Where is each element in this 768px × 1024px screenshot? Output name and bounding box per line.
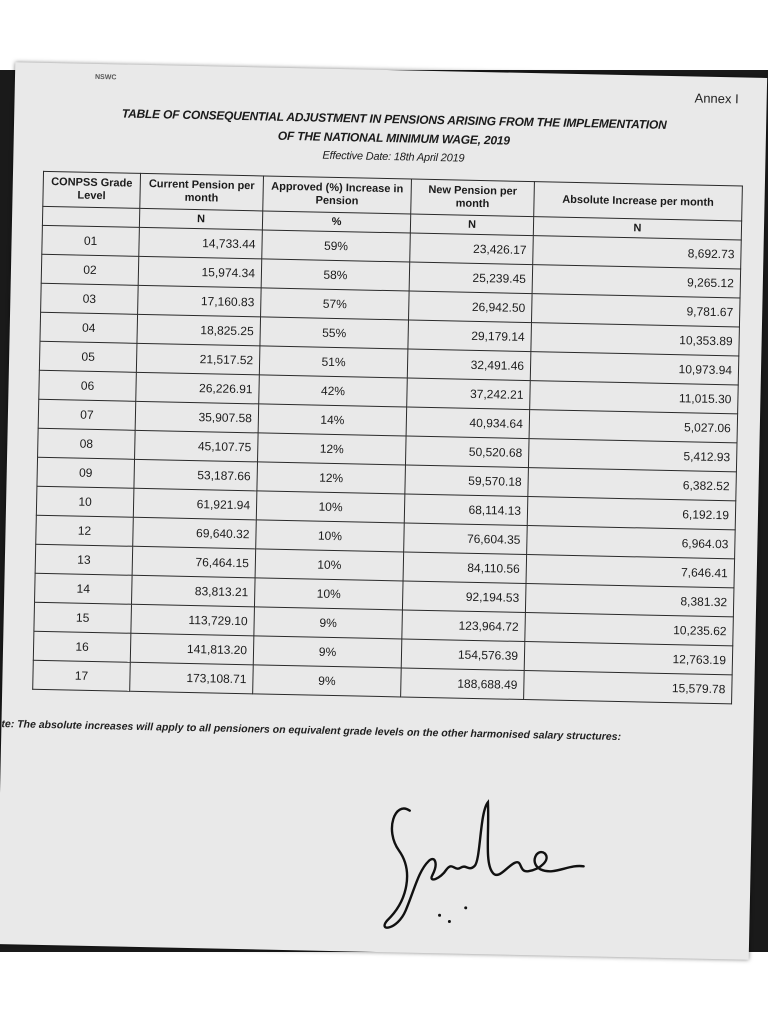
cell-new: 59,570.18 bbox=[405, 465, 529, 497]
header-grade: CONPSS Grade Level bbox=[43, 171, 141, 208]
cell-grade: 16 bbox=[33, 631, 131, 662]
cell-abs: 6,192.19 bbox=[527, 497, 736, 530]
cell-pct: 10% bbox=[255, 549, 404, 581]
table-body bbox=[33, 225, 742, 704]
document-title bbox=[53, 103, 734, 174]
cell-pct: 12% bbox=[257, 462, 406, 494]
cell-current: 26,226.91 bbox=[136, 372, 260, 404]
cell-new: 84,110.56 bbox=[403, 552, 527, 584]
cell-new: 40,934.64 bbox=[406, 407, 530, 439]
cell-current: 21,517.52 bbox=[136, 343, 260, 375]
header-new: New Pension per month bbox=[411, 179, 535, 217]
cell-new: 154,576.39 bbox=[401, 639, 525, 671]
unit-new: N bbox=[410, 214, 533, 236]
cell-grade: 08 bbox=[38, 428, 136, 459]
cell-current: 113,729.10 bbox=[131, 604, 255, 636]
cell-current: 83,813.21 bbox=[131, 575, 255, 607]
cell-pct: 12% bbox=[258, 433, 407, 465]
unit-current: N bbox=[139, 208, 262, 230]
cell-new: 92,194.53 bbox=[402, 581, 526, 613]
cell-abs: 8,692.73 bbox=[533, 236, 742, 269]
cell-pct: 14% bbox=[258, 404, 407, 436]
cell-current: 141,813.20 bbox=[130, 633, 254, 665]
cell-abs: 15,579.78 bbox=[524, 671, 733, 704]
cell-new: 29,179.14 bbox=[408, 320, 532, 352]
cell-pct: 55% bbox=[260, 317, 409, 349]
cell-pct: 42% bbox=[259, 375, 408, 407]
cell-new: 32,491.46 bbox=[407, 349, 531, 381]
cell-current: 14,733.44 bbox=[139, 227, 263, 259]
header-mark: NSWC bbox=[94, 73, 117, 82]
cell-new: 50,520.68 bbox=[405, 436, 529, 468]
cell-abs: 10,353.89 bbox=[531, 323, 740, 356]
cell-pct: 58% bbox=[261, 259, 410, 291]
cell-abs: 9,781.67 bbox=[531, 294, 740, 327]
cell-current: 69,640.32 bbox=[133, 517, 257, 549]
cell-grade: 04 bbox=[40, 312, 138, 343]
cell-current: 18,825.25 bbox=[137, 314, 261, 346]
cell-pct: 51% bbox=[259, 346, 408, 378]
cell-pct: 9% bbox=[253, 636, 402, 668]
cell-grade: 15 bbox=[34, 602, 132, 633]
cell-current: 17,160.83 bbox=[138, 285, 262, 317]
cell-grade: 06 bbox=[39, 370, 137, 401]
cell-abs: 9,265.12 bbox=[532, 265, 741, 298]
cell-abs: 10,235.62 bbox=[525, 613, 734, 646]
cell-grade: 10 bbox=[36, 486, 134, 517]
cell-grade: 14 bbox=[35, 573, 133, 604]
cell-pct: 59% bbox=[262, 230, 411, 262]
cell-new: 37,242.21 bbox=[407, 378, 531, 410]
cell-abs: 5,412.93 bbox=[528, 439, 737, 472]
effective-date: Effective Date: 18th April 2019 bbox=[322, 149, 465, 165]
unit-pct: % bbox=[262, 211, 410, 233]
cell-pct: 9% bbox=[254, 607, 403, 639]
header-current: Current Pension per month bbox=[140, 173, 264, 211]
cell-abs: 6,382.52 bbox=[528, 468, 737, 501]
cell-new: 68,114.13 bbox=[404, 494, 528, 526]
cell-abs: 5,027.06 bbox=[529, 410, 738, 443]
cell-grade: 12 bbox=[36, 515, 134, 546]
cell-new: 23,426.17 bbox=[410, 233, 534, 265]
cell-grade: 13 bbox=[35, 544, 133, 575]
header-abs: Absolute Increase per month bbox=[534, 182, 743, 221]
cell-new: 188,688.49 bbox=[401, 668, 525, 700]
cell-grade: 05 bbox=[39, 341, 137, 372]
unit-grade bbox=[42, 206, 139, 227]
pension-table bbox=[32, 171, 743, 705]
cell-new: 76,604.35 bbox=[404, 523, 528, 555]
cell-abs: 11,015.30 bbox=[530, 381, 739, 414]
cell-abs: 12,763.19 bbox=[524, 642, 733, 675]
title-line-2: OF THE NATIONAL MINIMUM WAGE, 2019 bbox=[277, 128, 510, 148]
cell-abs: 7,646.41 bbox=[526, 555, 735, 588]
cell-pct: 10% bbox=[254, 578, 403, 610]
cell-current: 61,921.94 bbox=[133, 488, 257, 520]
header-pct: Approved (%) Increase in Pension bbox=[263, 176, 412, 214]
cell-current: 15,974.34 bbox=[138, 256, 262, 288]
cell-grade: 02 bbox=[41, 254, 139, 285]
cell-grade: 09 bbox=[37, 457, 135, 488]
cell-grade: 17 bbox=[33, 660, 131, 691]
cell-abs: 8,381.32 bbox=[525, 584, 734, 617]
cell-pct: 10% bbox=[256, 520, 405, 552]
cell-pct: 9% bbox=[253, 665, 402, 697]
cell-pct: 57% bbox=[261, 288, 410, 320]
cell-grade: 07 bbox=[38, 399, 136, 430]
signature-icon bbox=[367, 790, 600, 945]
cell-current: 53,187.66 bbox=[134, 459, 258, 491]
document-page bbox=[0, 62, 767, 960]
cell-abs: 6,964.03 bbox=[527, 526, 736, 559]
cell-new: 25,239.45 bbox=[409, 262, 533, 294]
cell-current: 45,107.75 bbox=[135, 430, 259, 462]
cell-abs: 10,973.94 bbox=[530, 352, 739, 385]
unit-abs: N bbox=[533, 217, 741, 240]
cell-current: 35,907.58 bbox=[135, 401, 259, 433]
cell-grade: 01 bbox=[42, 225, 140, 256]
title-line-1: TABLE OF CONSEQUENTIAL ADJUSTMENT IN PENSIONS ARISING FROM THE IMPLEMENTATION bbox=[121, 106, 667, 132]
cell-pct: 10% bbox=[256, 491, 405, 523]
footnote: te: The absolute increases will apply to all pensioners on equivalent grade levels on the other harmonised salary structures: bbox=[1, 718, 622, 744]
annex-label: Annex I bbox=[694, 90, 739, 107]
cell-new: 123,964.72 bbox=[402, 610, 526, 642]
cell-current: 173,108.71 bbox=[130, 662, 254, 694]
cell-grade: 03 bbox=[41, 283, 139, 314]
cell-current: 76,464.15 bbox=[132, 546, 256, 578]
cell-new: 26,942.50 bbox=[409, 291, 533, 323]
